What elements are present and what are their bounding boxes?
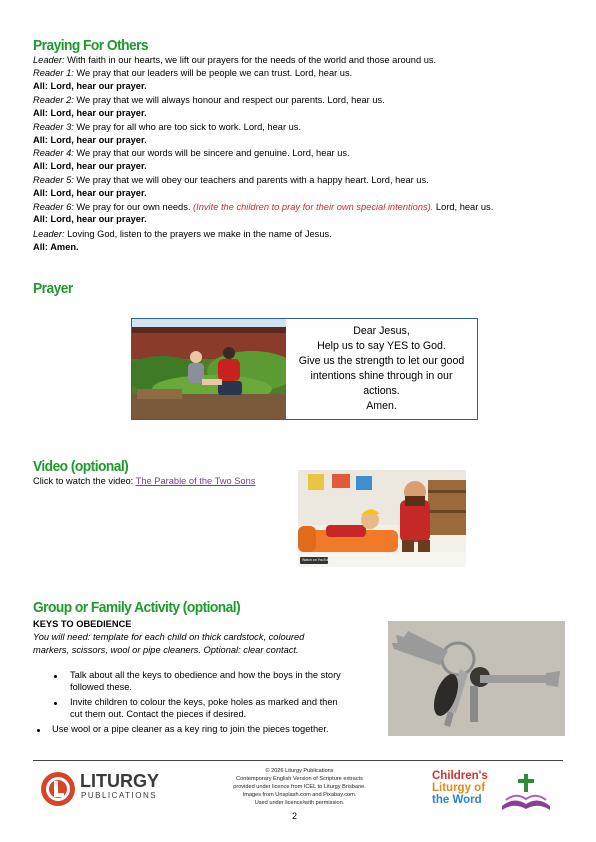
prayer-line: Dear Jesus,: [353, 325, 410, 337]
video-prompt: [33, 476, 255, 487]
bullet-text: Invite children to colour the keys, poke holes as marked and then: [70, 697, 338, 707]
petition-text: We pray for our own needs.: [73, 202, 194, 212]
bullet-dot: [54, 702, 57, 705]
role-label: Reader 3:: [33, 121, 74, 132]
reader-4-line: [33, 148, 350, 159]
petition-end: Lord, hear us.: [433, 202, 494, 212]
response-line: All: Lord, hear our prayer.: [33, 214, 147, 224]
reader-6-line: [33, 202, 493, 213]
reader-1-line: [33, 68, 352, 79]
bullet-text: cut them out. Contact the pieces if desired.: [70, 708, 247, 719]
role-label: Leader:: [33, 229, 65, 239]
section-heading-praying: Praying For Others: [33, 37, 149, 54]
response-line: All: Lord, hear our prayer.: [33, 81, 147, 91]
leader-closing: [33, 229, 332, 240]
role-label: Reader 4:: [33, 148, 74, 159]
reader-3-line: [33, 122, 301, 133]
instruction-text: (Invite the children to pray for their own special intentions).: [193, 202, 434, 212]
keys-photo: [388, 621, 565, 736]
liturgy-logo-icon: [40, 771, 76, 807]
copyright-line: Used under licence/with permission.: [254, 800, 345, 806]
video-thumbnail[interactable]: [298, 470, 466, 567]
copyright-line: © 2026 Liturgy Publications: [265, 768, 334, 774]
bullet-2: [70, 697, 338, 720]
bullet-text: followed these.: [70, 681, 133, 692]
prompt-text: Click to watch the video:: [33, 476, 136, 486]
copyright-line: Contemporary English Version of Scripture extracts: [236, 776, 363, 782]
bullet-3: [52, 724, 329, 736]
copyright-line: Images from Unsplash.com and Pixabay.com.: [242, 792, 357, 798]
reader-2-line: [33, 95, 385, 106]
logo-wordmark: LITURGY: [80, 771, 159, 791]
section-heading-activity: Group or Family Activity (optional): [33, 599, 241, 616]
petition-text: We pray that we will always honour and respect our parents. Lord, hear us.: [73, 94, 385, 105]
brand-line-1: Children's: [432, 770, 488, 782]
prayer-line: Amen.: [366, 400, 397, 412]
reader-5-line: [33, 175, 429, 186]
clotw-wordmark: [432, 770, 488, 806]
petition-text: We pray for all who are too sick to work. Lord, hear us.: [73, 121, 302, 132]
materials-line-2: markers, scissors, wool or pipe cleaners. Optional: clear contact.: [33, 645, 299, 655]
role-label: Reader 6:: [33, 202, 74, 212]
page-number: 2: [292, 811, 298, 821]
prayer-line: Give us the strength to let our good: [298, 355, 465, 367]
role-label: Reader 2:: [33, 94, 74, 105]
petition-text: We pray that our leaders will be people we can trust. Lord, hear us.: [73, 68, 353, 78]
amen-line: All: Amen.: [33, 242, 79, 252]
response-line: All: Lord, hear our prayer.: [33, 134, 147, 145]
activity-subheading: KEYS TO OBEDIENCE: [33, 619, 132, 629]
bullet-1: [70, 670, 341, 693]
video-link[interactable]: The Parable of the Two Sons: [135, 476, 256, 486]
role-label: Reader 5:: [33, 175, 74, 186]
bullet-dot: [54, 675, 57, 678]
role-label: Reader 1:: [33, 68, 74, 78]
footer-copyright: [222, 767, 377, 807]
section-heading-video: Video (optional): [33, 458, 129, 475]
role-label: Leader:: [33, 55, 65, 65]
prayer-box: [131, 318, 478, 420]
brand-line-3: the Word: [432, 794, 482, 806]
cross-book-icon: [500, 772, 552, 812]
copyright-line: provided under licence from ICEL to Liturgy Brisbane.: [233, 784, 366, 790]
logo-subtitle: PUBLICATIONS: [81, 791, 158, 800]
intro-text: With faith in our hearts, we lift our prayers for the needs of the world and those around us.: [64, 55, 437, 65]
footer-divider: [33, 760, 563, 761]
prayer-line: actions.: [363, 385, 400, 397]
youtube-badge: Watch on YouTube: [302, 558, 332, 562]
prayer-line: Help us to say YES to God.: [317, 340, 446, 352]
leader-intro: [33, 55, 436, 66]
petition-text: We pray that our words will be sincere and genuine. Lord, hear us.: [73, 148, 350, 159]
prayer-line: intentions shine through in our: [310, 370, 453, 382]
bullet-dot: [37, 729, 40, 732]
response-line: All: Lord, hear our prayer.: [33, 107, 147, 118]
petition-text: We pray that we will obey our teachers and parents with a happy heart. Lord, hear us.: [73, 175, 429, 186]
bullet-text: Use wool or a pipe cleaner as a key ring to join the pieces together.: [52, 724, 329, 734]
prayer-text: [286, 319, 477, 419]
closing-text: Loving God, listen to the prayers we make in the name of Jesus.: [64, 229, 332, 239]
response-line: All: Lord, hear our prayer.: [33, 188, 147, 199]
section-heading-prayer: Prayer: [33, 280, 73, 297]
bullet-text: Talk about all the keys to obedience and how the boys in the story: [70, 670, 341, 680]
materials-line-1: You will need: template for each child on thick cardstock, coloured: [33, 632, 305, 642]
gardening-photo: [132, 319, 286, 419]
brand-line-2: Liturgy of: [432, 782, 486, 794]
response-line: All: Lord, hear our prayer.: [33, 161, 147, 172]
